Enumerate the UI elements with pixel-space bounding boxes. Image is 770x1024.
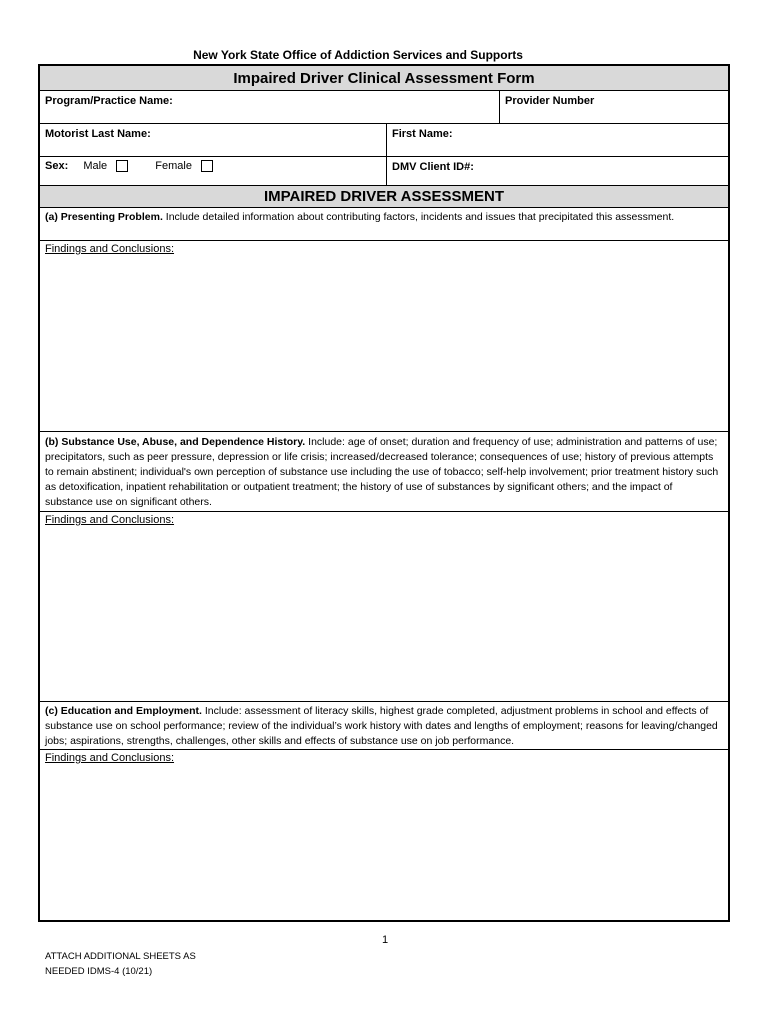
last-name-field[interactable] (40, 124, 386, 156)
female-label: Female (155, 160, 192, 172)
section-c-instructions (40, 702, 728, 750)
section-a-title: (a) Presenting Problem. (45, 211, 163, 223)
section-c-findings-label: Findings and Conclusions: (45, 752, 175, 764)
footer-line-1: ATTACH ADDITIONAL SHEETS AS (45, 951, 196, 962)
section-b-title: (b) Substance Use, Abuse, and Dependence History. (45, 436, 306, 448)
male-checkbox[interactable] (116, 160, 128, 172)
section-c-title: (c) Education and Employment. (45, 705, 202, 717)
section-b-findings-area[interactable] (40, 512, 728, 702)
sex-label: Sex: (45, 160, 69, 172)
section-a-findings-label: Findings and Conclusions: (45, 243, 175, 255)
provider-number-label: Provider Number (505, 95, 595, 107)
footer-line-2: NEEDED IDMS-4 (10/21) (45, 966, 153, 977)
section-a-text: Include detailed information about contributing factors, incidents and issues that precipitated this assessment. (165, 211, 675, 223)
first-name-label: First Name: (392, 128, 453, 140)
section-a-instructions (40, 208, 728, 241)
dmv-client-id-label: DMV Client ID#: (392, 161, 474, 173)
female-checkbox[interactable] (201, 160, 213, 172)
section-b-text: Include: age of onset; duration and frequency of use; administration and patterns of use; precipitators, such as peer pressure, depression or life crisis; increased/decreased tolerance; consequences of use; history of previous attempts to remain abstinent; individual's own perception of substance use including the use of tobacco; self-help involvement; prior treatment history such as detoxification, inpatient rehabilitation or outpatient treatment; the history of use of substances by significant others; and the impact of substance use on significant others. (45, 436, 719, 508)
program-name-label: Program/Practice Name: (45, 95, 173, 107)
page-number: 1 (381, 934, 389, 946)
agency-name: New York State Office of Addiction Services and Supports (193, 48, 523, 62)
male-label: Male (83, 160, 108, 172)
last-name-label: Motorist Last Name: (45, 128, 151, 140)
form-title: Impaired Driver Clinical Assessment Form (40, 66, 728, 91)
name-row (40, 124, 728, 157)
sex-dmv-row (40, 157, 728, 186)
assessment-heading: IMPAIRED DRIVER ASSESSMENT (40, 186, 728, 208)
form-footer (45, 949, 196, 979)
section-c-text: Include: assessment of literacy skills, highest grade completed, adjustment problems in school and effects of substance use on school performance; review of the individual’s work history with dates and lengths of employment; reasons for leaving/changed jobs; aspirations, strengths, challenges, other skills and effects of substance use on job performance. (45, 705, 718, 747)
program-row (40, 91, 728, 124)
provider-number-field[interactable] (499, 91, 728, 123)
sex-field (40, 157, 386, 185)
dmv-client-id-field[interactable] (386, 157, 728, 185)
assessment-form (38, 64, 730, 922)
section-b-instructions (40, 432, 728, 512)
section-a-findings-area[interactable] (40, 241, 728, 432)
section-b-findings-label: Findings and Conclusions: (45, 514, 175, 526)
program-name-field[interactable] (40, 91, 499, 123)
section-c-findings-area[interactable] (40, 750, 728, 920)
first-name-field[interactable] (386, 124, 728, 156)
